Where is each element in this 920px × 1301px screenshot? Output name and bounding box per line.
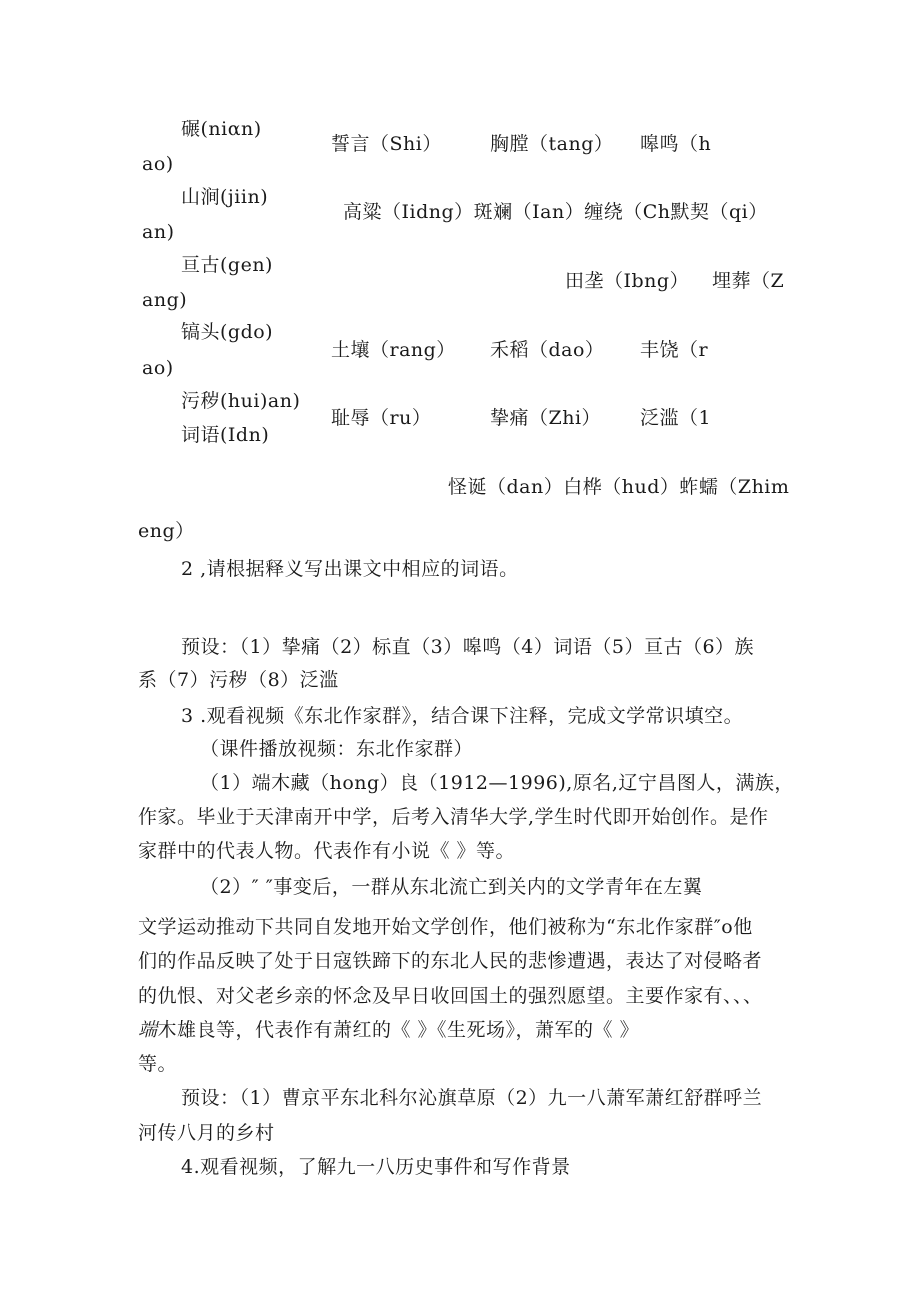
vocab-r4-c3: 丰饶（r (640, 339, 709, 361)
q3-p2-line6: 等。 (138, 1053, 178, 1075)
q3-p1-line2: 作家。毕业于天津南开中学，后考入清华大学,学生时代即开始创作。是作 (138, 806, 769, 828)
vocab-r4-c2: 禾稻（dao） (490, 339, 605, 361)
vocab-r6-c1: 怪诞（dan）白桦（hud）蚱蠕（Zhim (448, 476, 790, 498)
q2-preset-line1: 预设：（1）挚痛（2）标直（3）嗥鸣（4）词语（5）亘古（6）族 (181, 636, 755, 658)
vocab-r1-left1: 碾(niαn) (181, 118, 262, 140)
vocab-r3-c2: 埋葬（Z (712, 270, 785, 292)
q3-p2-line1: （2）″ ″事变后，一群从东北流亡到关内的文学青年在左翼 (200, 876, 703, 898)
vocab-r5-c1: 耻辱（ru） (331, 407, 432, 429)
q3-p2-line3: 们的作品反映了处于日寇铁蹄下的东北人民的悲惨遭遇，表达了对侵略者 (138, 950, 763, 972)
q3-p2-line2: 文学运动推动下共同自发地开始文学创作，他们被称为“东北作家群″o他 (138, 916, 753, 938)
q3-preset-line2: 河传八月的乡村 (138, 1122, 275, 1144)
vocab-r3-left1: 亘古(gen) (181, 254, 273, 276)
vocab-r3-c1: 田垄（Ibng） (565, 270, 690, 292)
vocab-r2-left2: an) (142, 221, 175, 243)
q3-p2-line5-italic: 端 (138, 1019, 158, 1041)
vocab-r5-left1: 污秽(hui)an) (181, 390, 301, 412)
vocab-r1-left2: ao) (142, 153, 174, 175)
vocab-r4-left2: ao) (142, 357, 174, 379)
vocab-r6-left2: eng） (138, 520, 195, 542)
vocab-r5-left2: 词语(Idn) (181, 424, 270, 446)
q4-title: 4.观看视频，了解九一八历史事件和写作背景 (181, 1156, 571, 1178)
vocab-r4-left1: 镐头(gdo) (181, 321, 274, 343)
vocab-r3-left2: ang) (142, 289, 188, 311)
q3-p2-line5 (138, 1019, 639, 1042)
q2-preset-line2: 系（7）污秽（8）泛滥 (138, 669, 339, 691)
q3-p1-line3: 家群中的代表人物。代表作有小说《 》等。 (138, 840, 516, 862)
q3-preset-line1: 预设：（1）曹京平东北科尔沁旗草原（2）九一八萧军萧红舒群呼兰 (181, 1087, 763, 1109)
vocab-r2-c1: 高粱（Iidng）斑斓（Ian）缠绕（Ch默契（qi） (343, 201, 768, 223)
q3-note: （课件播放视频：东北作家群） (200, 738, 474, 760)
vocab-r5-c2: 挚痛（Zhi） (490, 407, 602, 429)
vocab-r1-c2: 胸膛（tang） (490, 133, 614, 155)
q3-p2-line4: 的仇恨、对父老乡亲的怀念及早日收回国土的强烈愿望。主要作家有、、、 (138, 985, 763, 1007)
q3-title: 3 .观看视频《东北作家群》，结合课下注释，完成文学常识填空。 (181, 705, 744, 727)
vocab-r2-left1: 山涧(jiin) (181, 186, 269, 208)
vocab-r5-c3: 泛滥（1 (640, 407, 712, 429)
q3-p2-line5-rest: 木雄良等，代表作有萧红的《 》《生死场》，萧军的《 》 (157, 1019, 640, 1041)
vocab-r4-c1: 土壤（rang） (331, 339, 456, 361)
vocab-r1-c3: 嗥鸣（h (640, 133, 712, 155)
q2-title: 2 ,请根据释义写出课文中相应的词语。 (181, 558, 519, 580)
vocab-r1-c1: 誓言（Shi） (331, 133, 442, 155)
q3-p1-line1: （1）端木藏（hong）良（1912—1996),原名,辽宁昌图人，满族， (200, 772, 794, 794)
